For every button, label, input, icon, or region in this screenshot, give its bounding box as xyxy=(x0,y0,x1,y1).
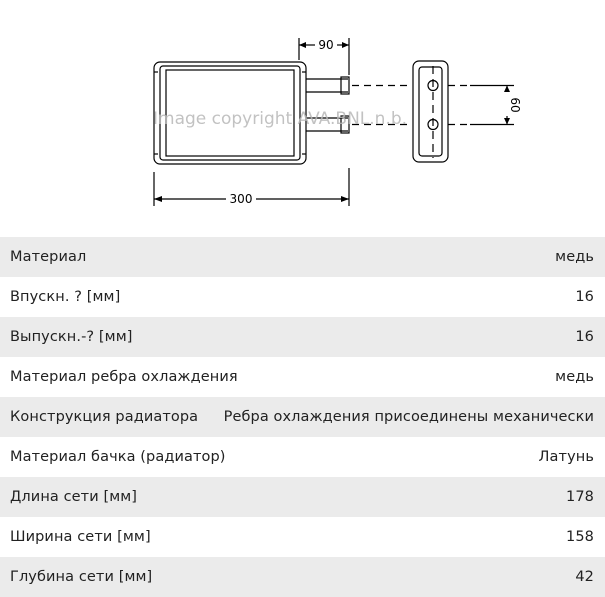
dimension-60-label: 60 xyxy=(508,97,522,113)
spec-row-fin-material xyxy=(0,357,605,397)
spec-row-core-width xyxy=(0,517,605,557)
spec-row-core-depth xyxy=(0,557,605,597)
spec-row-outlet xyxy=(0,317,605,357)
spec-value: медь xyxy=(555,249,594,265)
radiator-drawing-svg xyxy=(0,0,605,237)
dimension-300-label: 300 xyxy=(229,192,253,206)
side-view xyxy=(413,61,448,162)
spec-value: медь xyxy=(555,369,594,385)
spec-value: 42 xyxy=(575,569,594,585)
spec-row-construction xyxy=(0,397,605,437)
spec-label: Конструкция радиатора xyxy=(10,409,199,425)
spec-value: 16 xyxy=(575,329,594,345)
spec-row-tank-material xyxy=(0,437,605,477)
spec-value: 16 xyxy=(575,289,594,305)
spec-row-core-length xyxy=(0,477,605,517)
spec-label: Материал xyxy=(10,249,87,265)
spec-value: 178 xyxy=(566,489,594,505)
spec-label: Выпускн.-? [мм] xyxy=(10,329,133,345)
technical-drawing xyxy=(0,0,605,237)
copyright-watermark: Image copyright AVA.BNL.n.b. xyxy=(153,109,408,129)
spec-label: Материал бачка (радиатор) xyxy=(10,449,226,465)
spec-value: Ребра охлаждения присоединены механически xyxy=(223,409,594,425)
dimension-90-label: 90 xyxy=(318,38,334,52)
spec-label: Глубина сети [мм] xyxy=(10,569,153,585)
spec-label: Впускн. ? [мм] xyxy=(10,289,121,305)
spec-value: 158 xyxy=(566,529,594,545)
spec-value: Латунь xyxy=(538,449,594,465)
spec-label: Ширина сети [мм] xyxy=(10,529,151,545)
spec-row-inlet xyxy=(0,277,605,317)
spec-label: Длина сети [мм] xyxy=(10,489,138,505)
specifications-table xyxy=(0,237,605,597)
spec-row-material xyxy=(0,237,605,277)
spec-label: Материал ребра охлаждения xyxy=(10,369,238,385)
